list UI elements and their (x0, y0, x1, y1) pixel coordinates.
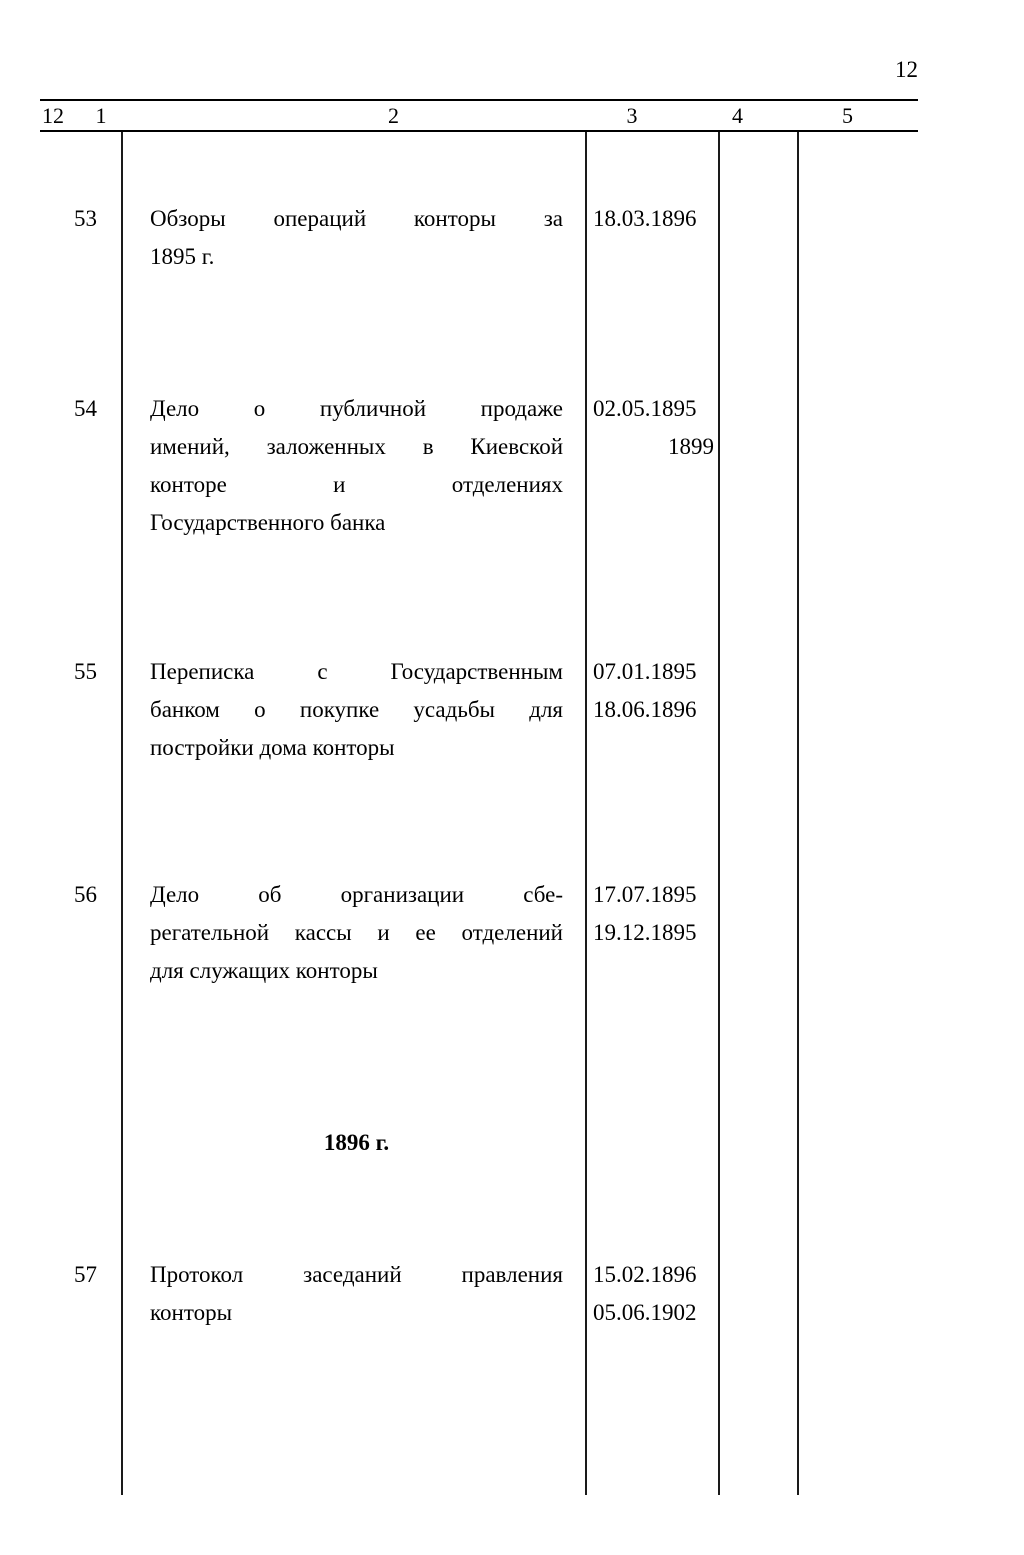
row-date: 18.03.1896 (593, 206, 697, 231)
row-date: 19.12.1895 (593, 920, 697, 945)
row-title (150, 390, 563, 542)
row-title (150, 200, 563, 276)
row-title-line: для служащих конторы (150, 958, 378, 983)
column-number-2: 2 (388, 103, 399, 128)
column-rule-5 (797, 132, 799, 1495)
row-title-line: банком о покупке усадьбы для (150, 697, 563, 722)
row-date: 07.01.1895 (593, 659, 697, 684)
row-dates (593, 390, 714, 466)
row-title-line: Переписка с Государственным (150, 659, 563, 684)
row-item-number: 57 (74, 1262, 97, 1287)
column-rule-4 (718, 132, 720, 1495)
row-title-line: имений, заложенных в Киевской (150, 434, 563, 459)
column-number-5: 5 (842, 103, 853, 128)
row-title-line: Дело о публичной продаже (150, 396, 563, 421)
row-title-line: постройки дома конторы (150, 735, 395, 760)
row-title-line: 1895 г. (150, 244, 215, 269)
table-column-number-header (40, 99, 918, 132)
row-title (150, 653, 563, 767)
row-dates (593, 876, 714, 952)
inventory-table (40, 99, 918, 1495)
row-title-line: Дело об организации сбе- (150, 882, 563, 907)
row-item-number: 55 (74, 659, 97, 684)
row-title-line: конторы (150, 1300, 233, 1325)
row-dates (593, 1256, 714, 1332)
row-date: 05.06.1902 (593, 1300, 697, 1325)
row-title-line: конторе и отделениях (150, 472, 563, 497)
column-rule-3 (585, 132, 587, 1495)
row-title (150, 1256, 563, 1332)
row-title-line: Государственного банка (150, 510, 386, 535)
year-section-heading: 1896 г. (323, 1130, 390, 1155)
row-title-line: регательной кассы и ее отделений (150, 920, 563, 945)
column-number-4: 4 (732, 103, 743, 128)
column-number-1: 1 (95, 103, 107, 128)
row-title-line: Протокол заседаний правления (150, 1262, 563, 1287)
row-date: 15.02.1896 (593, 1262, 697, 1287)
row-title-line: Обзоры операций конторы за (150, 206, 563, 231)
row-date: 02.05.1895 (593, 396, 697, 421)
row-date: 1899 (668, 434, 714, 459)
row-title (150, 876, 563, 990)
row-item-number: 54 (74, 396, 97, 421)
row-dates (593, 653, 714, 729)
page-number: 12 (895, 57, 918, 82)
row-dates (593, 200, 714, 238)
row-item-number: 56 (74, 882, 97, 907)
table-body (40, 132, 918, 1495)
column-rule-1 (121, 132, 123, 1495)
row-date: 18.06.1896 (593, 697, 697, 722)
row-date: 17.07.1895 (593, 882, 697, 907)
column-number-3: 3 (626, 103, 638, 128)
row-item-number: 53 (74, 206, 97, 231)
continuation-page-marker: 12 (42, 103, 64, 128)
